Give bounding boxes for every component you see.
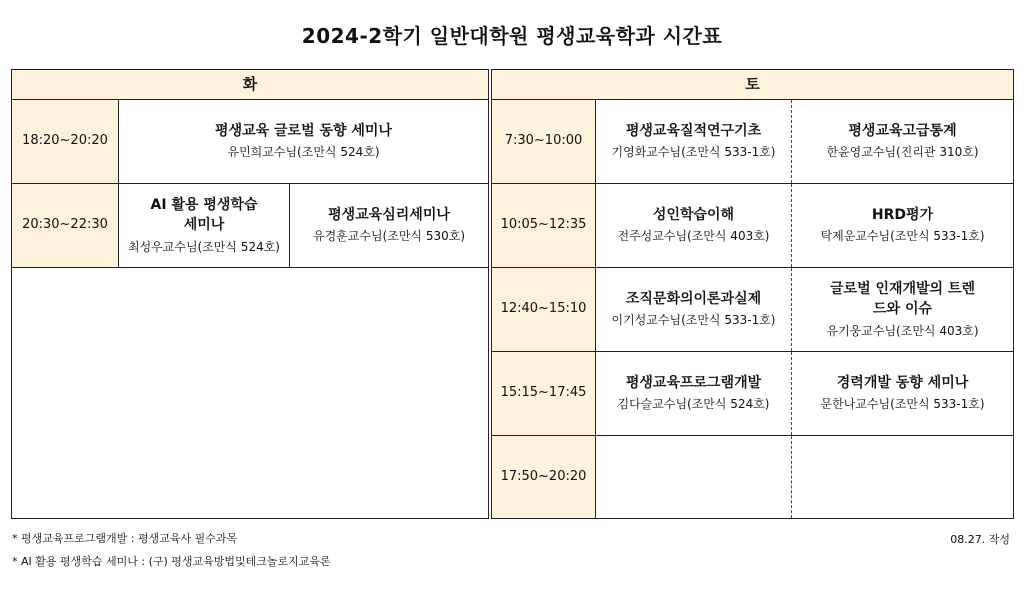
course-cell bbox=[792, 268, 1014, 352]
empty-cell bbox=[12, 268, 489, 519]
time-slot: 17:50~20:20 bbox=[492, 436, 596, 519]
tuesday-timetable bbox=[11, 69, 489, 519]
table-row bbox=[492, 184, 1014, 268]
table-row bbox=[492, 436, 1014, 519]
empty-cell bbox=[792, 436, 1014, 519]
time-slot: 18:20~20:20 bbox=[12, 100, 119, 184]
table-row bbox=[12, 184, 489, 268]
time-slot: 20:30~22:30 bbox=[12, 184, 119, 268]
time-slot: 15:15~17:45 bbox=[492, 352, 596, 436]
time-slot: 7:30~10:00 bbox=[492, 100, 596, 184]
course-cell bbox=[792, 100, 1014, 184]
course-professor: 최성우교수님(조만식 524호) bbox=[127, 239, 280, 254]
course-cell bbox=[596, 268, 792, 352]
course-professor: 탁제운교수님(조만식 533-1호) bbox=[820, 229, 985, 244]
course-professor: 문한나교수님(조만식 533-1호) bbox=[820, 397, 985, 412]
written-date: 08.27. 작성 bbox=[950, 533, 1010, 546]
table-row-empty bbox=[12, 268, 489, 519]
empty-cell bbox=[596, 436, 792, 519]
course-professor: 김다슬교수님(조만식 524호) bbox=[617, 397, 770, 412]
saturday-timetable bbox=[491, 69, 1014, 519]
course-cell bbox=[596, 184, 792, 268]
course-name: AI 활용 평생학습 세미나 bbox=[150, 197, 258, 234]
course-name: 성인학습이해 bbox=[652, 207, 735, 224]
time-slot: 10:05~12:35 bbox=[492, 184, 596, 268]
course-cell bbox=[792, 352, 1014, 436]
course-name: 조직문화의이론과실제 bbox=[625, 291, 762, 308]
course-name: 평생교육고급통계 bbox=[848, 123, 957, 140]
day-header-saturday: 토 bbox=[492, 70, 1014, 100]
course-professor: 전주성교수님(조만식 403호) bbox=[617, 229, 770, 244]
course-professor: 유민희교수님(조만식 524호) bbox=[227, 145, 380, 160]
footnote: * 평생교육프로그램개발 : 평생교육사 필수과목 bbox=[12, 532, 238, 545]
course-professor: 한윤영교수님(진리관 310호) bbox=[826, 145, 979, 160]
day-header-tuesday: 화 bbox=[12, 70, 489, 100]
course-name: 평생교육질적연구기초 bbox=[625, 123, 762, 140]
course-cell bbox=[119, 184, 290, 268]
course-name: HRD평가 bbox=[871, 207, 934, 224]
course-cell bbox=[792, 184, 1014, 268]
course-name: 글로벌 인재개발의 트렌드와 이슈 bbox=[830, 281, 976, 318]
course-name: 평생교육프로그램개발 bbox=[625, 375, 762, 392]
course-professor: 이기성교수님(조만식 533-1호) bbox=[611, 313, 776, 328]
course-professor: 유기웅교수님(조만식 403호) bbox=[826, 323, 979, 338]
table-row bbox=[492, 100, 1014, 184]
footnote: * AI 활용 평생학습 세미나 : (구) 평생교육방법및테크놀로지교육론 bbox=[12, 555, 331, 568]
course-name: 평생교육 글로벌 동향 세미나 bbox=[215, 123, 392, 140]
course-professor: 기영화교수님(조만식 533-1호) bbox=[611, 145, 776, 160]
course-cell bbox=[119, 100, 489, 184]
course-cell bbox=[290, 184, 489, 268]
table-row bbox=[12, 100, 489, 184]
course-cell bbox=[596, 352, 792, 436]
page-title: 2024-2학기 일반대학원 평생교육학과 시간표 bbox=[301, 24, 723, 48]
course-name: 평생교육심리세미나 bbox=[328, 207, 450, 224]
table-row bbox=[492, 352, 1014, 436]
course-cell bbox=[596, 100, 792, 184]
table-row bbox=[492, 268, 1014, 352]
time-slot: 12:40~15:10 bbox=[492, 268, 596, 352]
course-name: 경력개발 동향 세미나 bbox=[836, 375, 969, 392]
course-professor: 유경훈교수님(조만식 530호) bbox=[313, 229, 466, 244]
